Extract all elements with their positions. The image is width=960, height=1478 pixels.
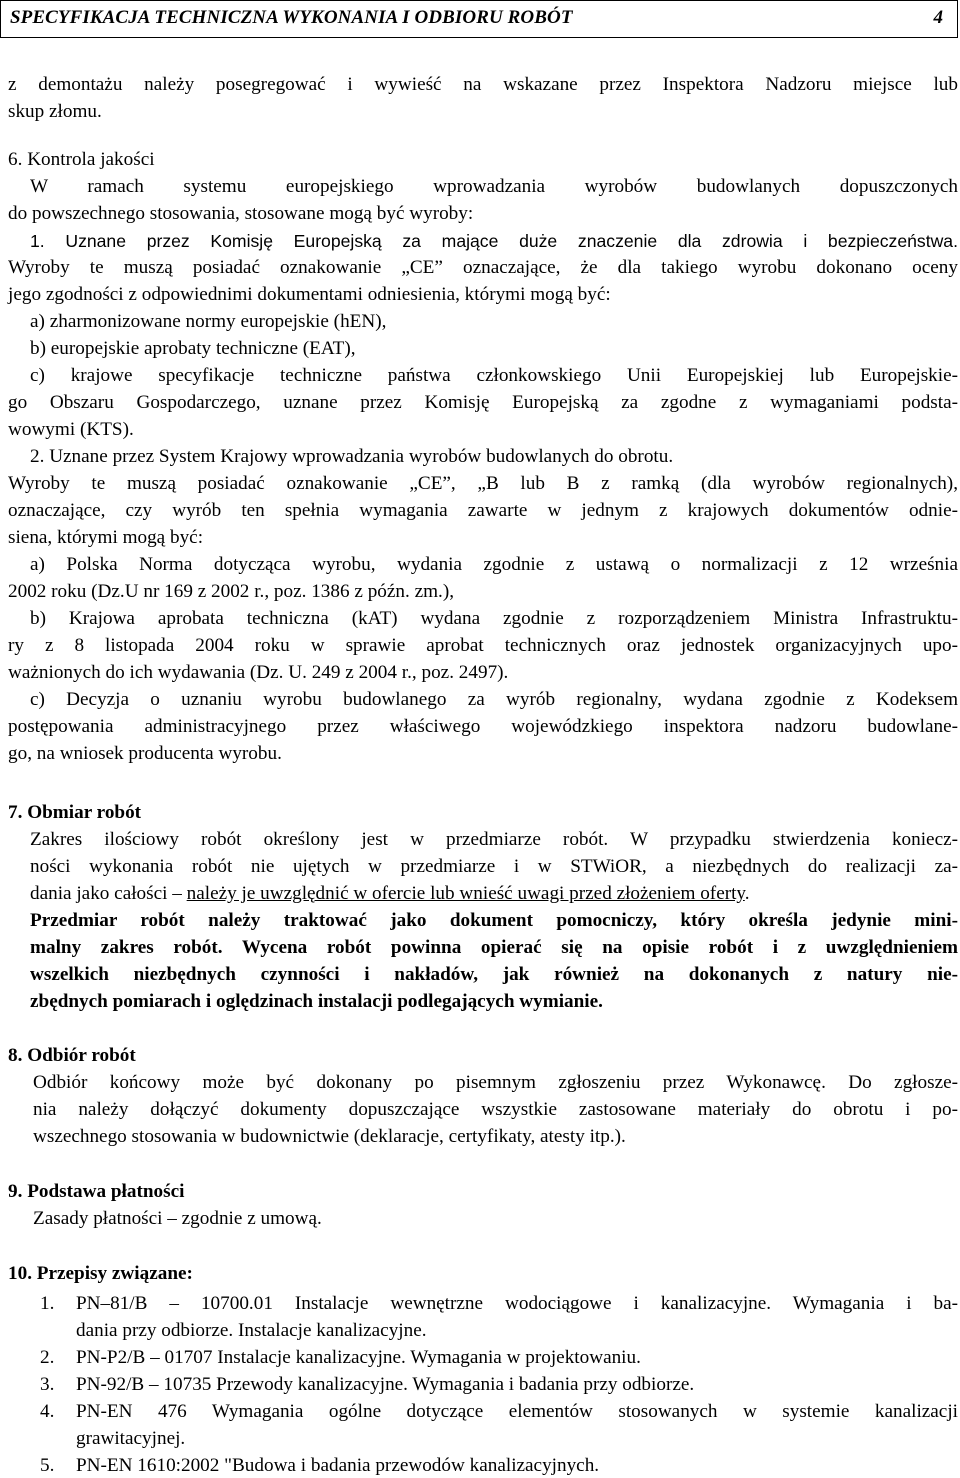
section-7-paragraph: ności wykonania robót nie ujętych w przedmiarze i w STWiOR, a niezbędnych do realizacji za- [30,856,958,877]
reference-item: dania przy odbiorze. Instalacje kanalizacyjne. [76,1320,427,1341]
list-item: b) Krajowa aprobata techniczna (kAT) wydana zgodnie z rozporządzeniem Ministra Infrastruktu- [30,608,958,629]
section-7-paragraph: Zakres ilościowy robót określony jest w przedmiarze robót. W przypadku stwierdzenia koniecz- [30,829,958,850]
section-6-paragraph: siena, którymi mogą być: [8,527,204,548]
reference-number: 3. [40,1374,55,1395]
section-6-heading: 6. Kontrola jakości [8,149,155,170]
list-item: b) europejskie aprobaty techniczne (EAT), [30,338,356,359]
section-7-text: . [744,883,750,904]
section-9-paragraph: Zasady płatności – zgodnie z umową. [33,1208,322,1229]
section-7-paragraph [30,882,750,906]
page-number: 4 [933,7,943,28]
section-10-heading: 10. Przepisy związane: [8,1263,193,1284]
header-title: SPECYFIKACJA TECHNICZNA WYKONANIA I ODBIORU ROBÓT [10,7,573,28]
section-6-paragraph: jego zgodności z odpowiednimi dokumentami odniesienia, którymi mogą być: [8,284,611,305]
list-item: wowymi (KTS). [8,419,134,440]
list-item: ry z 8 listopada 2004 roku w sprawie aprobat technicznych oraz jednostek organizacyjnych upo- [8,635,958,656]
section-8-paragraph: Odbiór końcowy może być dokonany po pisemnym zgłoszeniu przez Wykonawcę. Do zgłosze- [33,1072,958,1093]
list-item: go Obszaru Gospodarczego, uznane przez Komisję Europejską za zgodne z wymaganiami podsta- [8,392,958,413]
section-8-paragraph: nia należy dołączyć dokumenty dopuszczające wszystkie zastosowane materiały do obrotu i po- [33,1099,958,1120]
section-6-paragraph: Wyroby te muszą posiadać oznakowanie „CE” oznaczające, że dla takiego wyrobu dokonano oceny [8,257,958,278]
section-6-paragraph: do powszechnego stosowania, stosowane mogą być wyroby: [8,203,474,224]
reference-item: grawitacyjnej. [76,1428,186,1449]
section-6-paragraph: Wyroby te muszą posiadać oznakowanie „CE”, „B lub B z ramką (dla wyrobów regionalnych), [8,473,958,494]
list-item: postępowania administracyjnego przez właściwego wojewódzkiego inspektora nadzoru budowlane- [8,716,958,737]
reference-number: 2. [40,1347,55,1368]
list-item: go, na wniosek producenta wyrobu. [8,743,282,764]
section-7-bold-paragraph: wszelkich niezbędnych czynności i nakładów, jak również na dokonanych z natury nie- [30,964,958,985]
reference-item: PN-EN 476 Wymagania ogólne dotyczące elementów stosowanych w systemie kanalizacji [76,1401,958,1422]
list-item: a) zharmonizowane normy europejskie (hEN), [30,311,387,332]
reference-number: 1. [40,1293,55,1314]
reference-item: PN-P2/B – 01707 Instalacje kanalizacyjne. Wymagania w projektowaniu. [76,1347,641,1368]
reference-item: PN–81/B – 10700.01 Instalacje wewnętrzne wodociągowe i kanalizacyjne. Wymagania i ba- [76,1293,958,1314]
list-item: a) Polska Norma dotycząca wyrobu, wydania zgodnie z ustawą o normalizacji z 12 września [30,554,958,575]
intro-line: z demontażu należy posegregować i wywieść na wskazane przez Inspektora Nadzoru miejsce lub [8,74,958,95]
section-7-bold-paragraph: Przedmiar robót należy traktować jako dokument pomocniczy, który określa jedynie mini- [30,910,958,931]
section-8-heading: 8. Odbiór robót [8,1045,136,1066]
list-item: ważnionych do ich wydawania (Dz. U. 249 z 2004 r., poz. 2497). [8,662,509,683]
intro-line: skup złomu. [8,101,102,122]
reference-item: PN-92/B – 10735 Przewody kanalizacyjne. Wymagania i badania przy odbiorze. [76,1374,695,1395]
section-9-heading: 9. Podstawa płatności [8,1181,185,1202]
section-6-item-1: 1. Uznane przez Komisję Europejską za mające duże znaczenie dla zdrowia i bezpieczeństwa. [30,231,958,251]
list-item: 2002 roku (Dz.U nr 169 z 2002 r., poz. 1386 z późn. zm.), [8,581,455,602]
list-item: c) Decyzja o uznaniu wyrobu budowlanego za wyrób regionalny, wydana zgodnie z Kodeksem [30,689,958,710]
reference-item: PN-EN 1610:2002 "Budowa i badania przewodów kanalizacyjnych. [76,1455,600,1476]
section-7-bold-paragraph: zbędnych pomiarach i oględzinach instalacji podlegających wymianie. [30,991,603,1012]
section-8-paragraph: wszechnego stosowania w budownictwie (deklaracje, certyfikaty, atesty itp.). [33,1126,626,1147]
section-7-bold-paragraph: malny zakres robót. Wycena robót powinna opierać się na opisie robót i z uwzględnieniem [30,937,958,958]
underlined-text: należy je uwzględnić w ofercie lub wnieść uwagi przed złożeniem oferty [186,883,745,904]
reference-number: 4. [40,1401,55,1422]
section-7-text: dania jako całości – [30,883,187,904]
section-6-item-2: 2. Uznane przez System Krajowy wprowadzania wyrobów budowlanych do obrotu. [30,446,674,467]
list-item: c) krajowe specyfikacje techniczne państwa członkowskiego Unii Europejskiej lub Europejskie- [30,365,958,386]
section-6-paragraph: W ramach systemu europejskiego wprowadzania wyrobów budowlanych dopuszczonych [30,176,958,197]
section-6-paragraph: oznaczające, czy wyrób ten spełnia wymagania zawarte w jednym z krajowych dokumentów odnie- [8,500,958,521]
reference-number: 5. [40,1455,55,1476]
section-7-heading: 7. Obmiar robót [8,802,142,823]
page-header [0,0,958,38]
